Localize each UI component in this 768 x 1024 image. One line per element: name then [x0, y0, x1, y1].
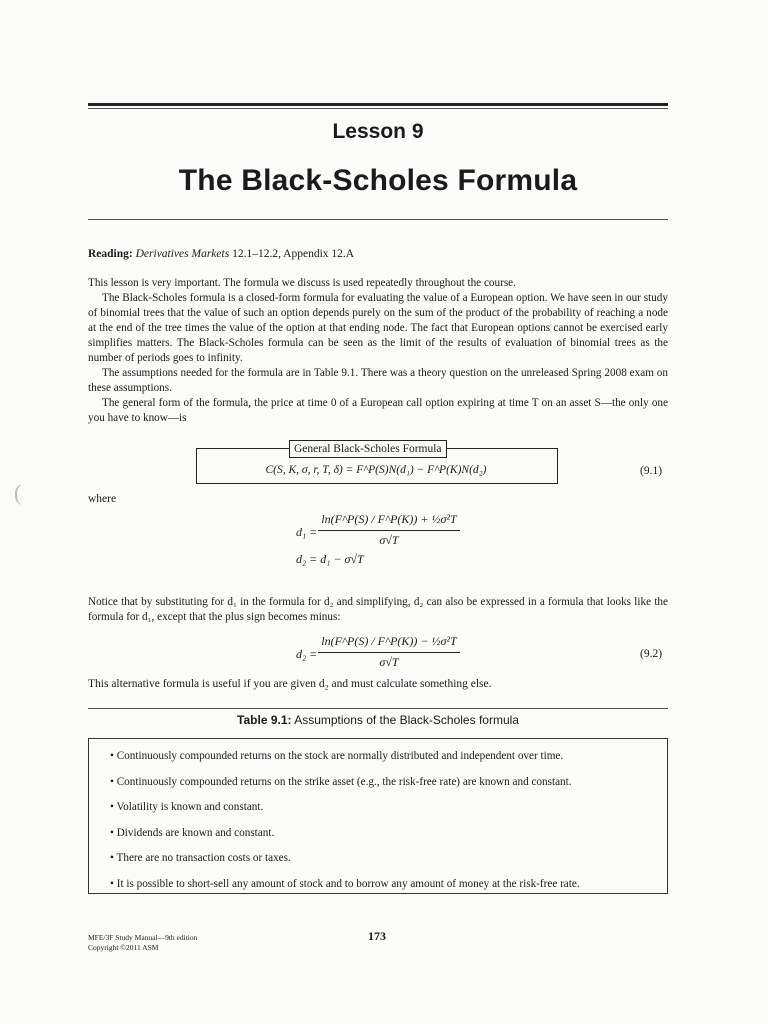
assumptions-list	[110, 744, 580, 897]
footer-manual: MFE/3F Study Manual—9th edition	[88, 933, 198, 942]
d2-alt-fraction-bar	[318, 652, 460, 653]
black-scholes-formula: C(S, K, σ, r, T, δ) = F^P(S)N(d₁) − F^P(K)N(d₂)	[265, 464, 487, 476]
list-item: • Dividends are known and constant.	[110, 826, 275, 839]
list-item: • There are no transaction costs or taxes.	[110, 852, 291, 864]
d1-fraction-bar	[318, 530, 460, 531]
list-item: • Continuously compounded returns on the stock are normally distributed and independent over time.	[110, 750, 564, 762]
table-top-rule	[88, 708, 668, 709]
title-rule	[88, 219, 668, 220]
d2-alt-lhs: d₂ =	[296, 647, 318, 661]
paragraph-2: The Black-Scholes formula is a closed-form formula for evaluating the value of a European option. We have seen in our study of binomial trees that the value of such an option depends purely on the sum of the product of the probability of reaching a node at the end of the tree times the value of the option at that ending node. The fact that European options cannot be exercised early simplifies matters. The Black-Scholes formula can be seen as the limit of the results of evaluation of binomial trees as the number of periods goes to infinity.	[88, 292, 668, 364]
table-caption-label: Table 9.1:	[237, 713, 292, 727]
paragraph-4: The general form of the formula, the price at time 0 of a European call option expiring at time T on an asset S—the only one you have to know—is	[88, 397, 668, 424]
notice-text: Notice that by substituting for d₁ in the formula for d₂ and simplifying, d₂ can also be expressed in a formula that looks like the formula for d₁, except that the plus sign becomes minus:	[88, 596, 668, 623]
d1-numerator: ln(F^P(S) / F^P(K)) + ½σ²T	[321, 512, 457, 526]
formula-box-label: General Black-Scholes Formula	[289, 440, 447, 458]
reading-sections: 12.1–12.2, Appendix 12.A	[232, 248, 355, 260]
reading-line	[88, 248, 354, 260]
list-item: • Continuously compounded returns on the strike asset (e.g., the risk-free rate) are known and constant.	[110, 775, 572, 788]
d1-lhs: d₁ =	[296, 525, 318, 539]
equation-number-9-1: (9.1)	[640, 465, 663, 477]
list-item-text: Volatility is known and constant.	[116, 801, 264, 813]
list-item-text: Continuously compounded returns on the stock are normally distributed and independent over time.	[116, 750, 564, 762]
where-text: where	[88, 493, 117, 505]
page-title: The Black-Scholes Formula	[178, 164, 578, 197]
list-item: • It is possible to short-sell any amount of stock and to borrow any amount of money at the risk-free rate.	[110, 877, 580, 890]
d2-alt-denominator: σ√T	[379, 655, 399, 669]
list-item-text: Dividends are known and constant.	[116, 826, 275, 839]
list-item: • Volatility is known and constant.	[110, 801, 264, 813]
page-number: 173	[368, 929, 386, 943]
intro-text	[88, 276, 668, 426]
list-item-text: Continuously compounded returns on the strike asset (e.g., the risk-free rate) are known and constant.	[116, 775, 572, 788]
margin-bracket-mark: (	[14, 480, 22, 505]
list-item-text: It is possible to short-sell any amount of stock and to borrow any amount of money at the risk-free rate.	[116, 877, 580, 890]
footer-copyright: Copyright ©2011 ASM	[88, 943, 159, 952]
header-rule-thick	[88, 103, 668, 106]
reading-label: Reading:	[88, 248, 133, 260]
list-item-text: There are no transaction costs or taxes.	[116, 852, 291, 864]
equation-number-9-2: (9.2)	[640, 648, 663, 660]
table-caption-text: Assumptions of the Black-Scholes formula	[294, 713, 519, 727]
footer-left	[88, 933, 197, 953]
alternative-formula-note: This alternative formula is useful if you are given d₂ and must calculate something else.	[88, 678, 492, 690]
d2-alt-numerator: ln(F^P(S) / F^P(K)) − ½σ²T	[321, 634, 457, 648]
paragraph-3: The assumptions needed for the formula are in Table 9.1. There was a theory question on the unreleased Spring 2008 exam on these assumptions.	[88, 367, 668, 394]
reading-book: Derivatives Markets	[135, 248, 230, 260]
table-caption	[88, 713, 668, 727]
header-rule-thin	[88, 108, 668, 109]
d2-simple-formula: d₂ = d₁ − σ√T	[296, 552, 364, 566]
lesson-label: Lesson 9	[332, 120, 424, 143]
d1-denominator: σ√T	[379, 533, 399, 547]
paragraph-1: This lesson is very important. The formula we discuss is used repeatedly throughout the course.	[88, 277, 516, 289]
